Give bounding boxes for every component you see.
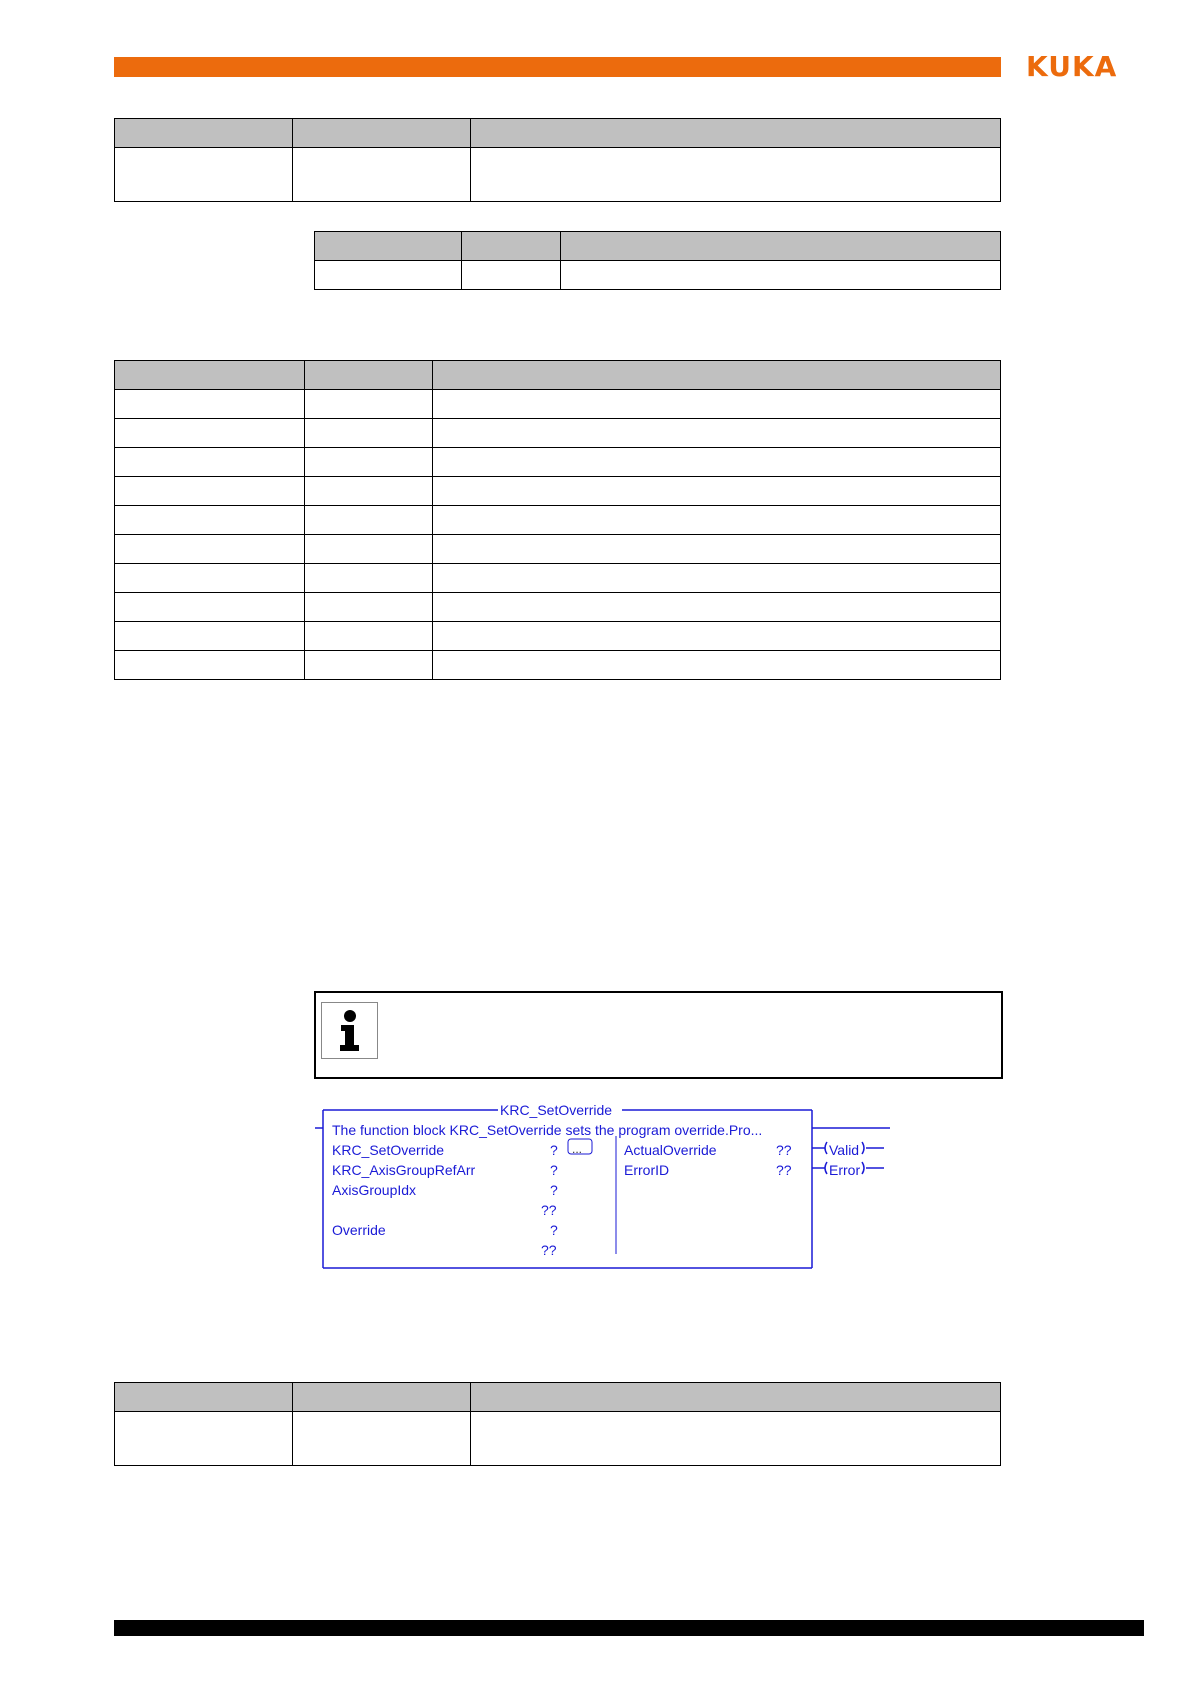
input-name: Override: [332, 1222, 386, 1238]
table-3: [114, 360, 1001, 680]
function-block-diagram: [314, 1090, 904, 1270]
table-row: [115, 448, 1001, 477]
table-row: [115, 564, 1001, 593]
output-value: ??: [776, 1142, 792, 1158]
input-value[interactable]: ?: [550, 1182, 558, 1198]
input-name: AxisGroupIdx: [332, 1182, 417, 1198]
table-header-row: [115, 361, 1001, 390]
kuka-logo: KUKA: [1026, 50, 1118, 83]
header-accent-bar: [114, 57, 1001, 77]
footer-bar: [114, 1620, 1144, 1636]
input-value[interactable]: ?: [550, 1162, 558, 1178]
output-name: ActualOverride: [624, 1142, 717, 1158]
input-value[interactable]: ?: [550, 1142, 558, 1158]
table-header-row: [315, 232, 1001, 261]
input-name: KRC_AxisGroupRefArr: [332, 1162, 476, 1178]
table-1: [114, 118, 1001, 202]
table-row: [115, 593, 1001, 622]
output-value: ??: [776, 1162, 792, 1178]
table-header-row: [115, 119, 1001, 148]
table-row: [315, 261, 1001, 290]
function-block-title: KRC_SetOverride: [500, 1102, 613, 1118]
input-value[interactable]: ?: [550, 1222, 558, 1238]
table-4: [114, 1382, 1001, 1466]
table-row: [115, 622, 1001, 651]
coil-label-error: Error: [829, 1162, 861, 1178]
table-row: [115, 535, 1001, 564]
table-row: [115, 506, 1001, 535]
input-name: KRC_SetOverride: [332, 1142, 445, 1158]
table-header-row: [115, 1383, 1001, 1412]
input-subvalue: ??: [541, 1202, 557, 1218]
table-row: [115, 148, 1001, 202]
table-2: [314, 231, 1001, 290]
browse-button[interactable]: ...: [572, 1142, 583, 1156]
table-row: [115, 477, 1001, 506]
output-name: ErrorID: [624, 1162, 670, 1178]
table-row: [115, 1412, 1001, 1466]
info-icon: [321, 1002, 378, 1059]
table-row: [115, 419, 1001, 448]
info-note-box: [314, 991, 1003, 1079]
coil-label-valid: Valid: [829, 1142, 860, 1158]
table-row: [115, 651, 1001, 680]
table-row: [115, 390, 1001, 419]
function-block-description: The function block KRC_SetOverride sets the program override.Pro...: [332, 1122, 763, 1138]
input-subvalue: ??: [541, 1242, 557, 1258]
